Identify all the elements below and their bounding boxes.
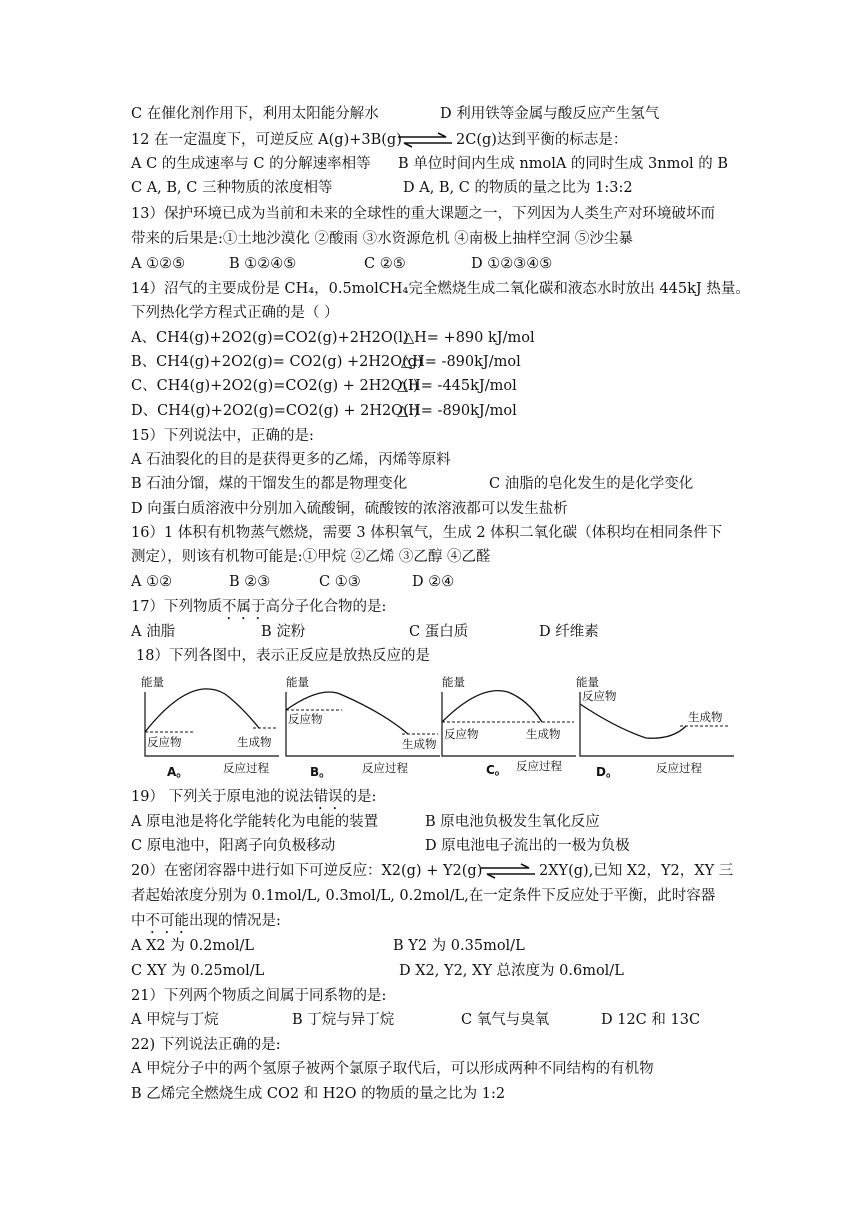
energy-diagram-a [133,674,281,782]
emphasis-text: 不可能 [145,913,189,929]
option-a: A X2 为 0.2mol/L [131,938,255,954]
question-22-option-b: B 乙烯完全燃烧生成 CO2 和 H2O 的物质的量之比为 1:2 [131,1086,506,1102]
question-text: 20）在密闭容器中进行如下可逆反应：X2(g) + Y2(g) [131,863,483,879]
option-b: B Y2 为 0.35mol/L [393,938,525,954]
equation: C、CH4(g)+2O2(g)=CO2(g) + 2H2O(l) [131,378,419,394]
question-21: 21）下列两个物质之间属于同系物的是: [131,988,387,1004]
axis-process: 反应过程 [223,761,269,775]
question-text: 中 [131,913,146,929]
product-label: 生成物 [237,735,272,749]
diagram-label-d: D。 [596,765,618,779]
option-a: A 甲烷与丁烷 [131,1012,219,1028]
option-c: C 蛋白质 [409,624,469,640]
energy-diagram-c [438,674,578,782]
diagram-label-a: A。 [167,765,189,779]
question-15-option-a: A 石油裂化的目的是获得更多的乙烯，丙烯等原料 [131,452,451,468]
option-a: A ①②⑤ [131,256,186,272]
option-d: D ②④ [412,574,455,590]
axis-energy: 能量 [286,675,309,689]
enthalpy: △H= -890kJ/mol [397,403,517,419]
question-14-cont: 下列热化学方程式正确的是（ ） [131,305,339,321]
option-a: A 原电池是将化学能转化为电能的装置 [131,814,379,830]
question-19 [131,787,376,813]
reactant-label: 反应物 [147,735,182,749]
question-22-option-a: A 甲烷分子中的两个氢原子被两个氯原子取代后，可以形成两种不同结构的有机物 [131,1061,654,1077]
enthalpy: △H= -890kJ/mol [401,354,521,370]
option-c: C 原电池中，阳离子向负极移动 [131,838,336,854]
option-b: B 原电池负极发生氧化反应 [425,814,600,830]
option-c: C ①③ [319,574,361,590]
equation: D、CH4(g)+2O2(g)=CO2(g) + 2H2O(l) [131,403,420,419]
question-text: 12 在一定温度下，可逆反应 A(g)+3B(g) [131,132,402,148]
question-15: 15）下列说法中，正确的是: [131,428,314,444]
option-b: B 单位时间内生成 nmolA 的同时生成 3nmol 的 B [398,156,729,172]
enthalpy: △H= +890 kJ/mol [403,330,535,346]
diagram-label-b: B。 [310,765,332,779]
question-16: 16）1 体积有机物蒸气燃烧，需要 3 体积氧气，生成 2 体积二氧化碳（体积均在相同条件下 [131,525,723,541]
option-c: C 油脂的皂化发生的是化学变化 [489,476,694,492]
option-a: A C 的生成速率与 C 的分解速率相等 [131,156,371,172]
option-d: D 12C 和 13C [601,1012,701,1028]
product-label: 生成物 [688,710,723,724]
question-text-2: 2C(g)达到平衡的标志是： [456,132,628,148]
axis-energy: 能量 [576,675,599,689]
question-18: 18）下列各图中，表示正反应是放热反应的是 [136,648,430,664]
question-text-2: 2XY(g),已知 X2，Y2，XY 三 [539,863,734,879]
question-13: 13）保护环境已成为当前和未来的全球性的重大课题之一，下列因为人类生产对环境破坏而 [131,206,715,222]
emphasis-text: 不属于 [221,599,266,615]
option-c: C ②⑤ [364,256,406,272]
option-b: B ①②④⑤ [229,256,297,272]
axis-process: 反应过程 [656,761,702,775]
question-text-end: 高分子化合物的是: [265,599,387,615]
option-b: B 丁烷与异丁烷 [292,1012,395,1028]
product-label: 生成物 [402,737,437,751]
question-text: 17）下列物质 [131,599,222,615]
option-b: B 淀粉 [261,624,306,640]
question-text: 19） 下列关于原电池的说法 [131,789,314,805]
option-b: B ②③ [229,574,271,590]
energy-diagram-b [282,674,442,782]
question-15-option-d: D 向蛋白质溶液中分别加入硫酸铜，硫酸铵的浓溶液都可以发生盐析 [131,501,568,517]
option-d: D X2, Y2, XY 总浓度为 0.6mol/L [399,963,624,979]
option-a: A 油脂 [131,624,176,640]
axis-process: 反应过程 [362,761,408,775]
reactant-label: 反应物 [444,727,479,741]
question-20-cont: 者起始浓度分别为 0.1mol/L, 0.3mol/L, 0.2mol/L,在一定条件下反应处于平衡，此时容器 [131,888,716,904]
reversible-arrow-icon [479,863,537,885]
option-d: D A, B, C 的物质的量之比为 1:3:2 [403,180,633,196]
question-text-end: 出现的情况是: [189,913,281,929]
option-a: A ①② [131,574,173,590]
question-16-cont: 测定），则该有机物可能是:①甲烷 ②乙烯 ③乙醇 ④乙醛 [131,549,491,565]
option-d: D 原电池电子流出的一极为负极 [425,838,630,854]
option-c: C XY 为 0.25mol/L [131,963,265,979]
reactant-label: 反应物 [288,712,323,726]
reversible-arrow-icon [396,132,454,154]
axis-energy: 能量 [442,675,465,689]
option-b: B 石油分馏，煤的干馏发生的都是物理变化 [131,476,408,492]
question-22: 22) 下列说法正确的是: [131,1037,281,1053]
question-text-end: 的是: [342,789,377,805]
question-20-cont-2 [131,911,281,937]
question-14: 14）沼气的主要成份是 CH₄，0.5molCH₄完全燃烧生成二氧化碳和液态水时放出 445kJ 热量。 [131,281,750,297]
enthalpy: △H= -445kJ/mol [397,378,517,394]
option-d: D ①②③④⑤ [471,256,553,272]
equation: B、CH4(g)+2O2(g)= CO2(g) +2H2O(g) [131,354,423,370]
reactant-label: 反应物 [582,689,617,703]
axis-energy: 能量 [141,675,164,689]
axis-process: 反应过程 [516,759,562,773]
equation: A、CH4(g)+2O2(g)=CO2(g)+2H2O(l) [131,330,409,346]
option-d-text: D 利用铁等金属与酸反应产生氢气 [440,106,660,122]
emphasis-text: 错误 [313,789,343,805]
question-13-cont: 带来的后果是:①土地沙漠化 ②酸雨 ③水资源危机 ④南极上抽样空洞 ⑤沙尘暴 [131,231,633,247]
option-c: C A, B, C 三种物质的浓度相等 [131,180,333,196]
product-label: 生成物 [526,727,561,741]
option-c: C 氧气与臭氧 [461,1012,550,1028]
question-17 [131,597,386,623]
option-d: D 纤维素 [539,624,599,640]
diagram-label-c: C。 [486,763,507,777]
energy-diagram-d [576,674,736,782]
option-c-text: C 在催化剂作用下，利用太阳能分解水 [131,106,379,122]
